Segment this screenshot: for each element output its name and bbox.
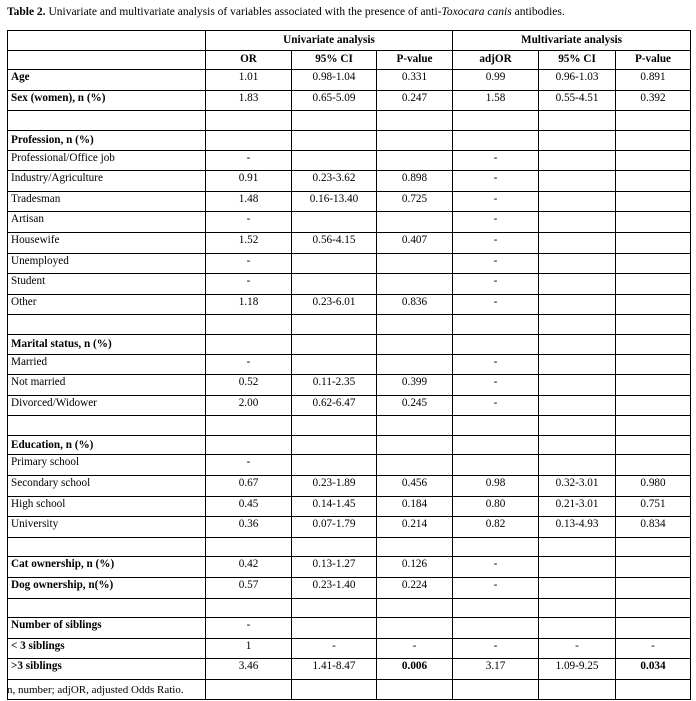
row-label: Artisan: [8, 212, 206, 233]
cell-ci: 0.62-6.47: [292, 395, 377, 416]
cell-ci: 0.07-1.79: [292, 517, 377, 538]
cell-p: [377, 315, 453, 335]
cell-p: 0.184: [377, 496, 453, 517]
cell-p: [377, 618, 453, 639]
cell-adjci: [539, 680, 616, 700]
cell-adjor: 1.58: [453, 90, 539, 111]
cell-adjp: [616, 618, 691, 639]
cell-adjor: 0.99: [453, 70, 539, 91]
cell-adjci: [539, 253, 616, 274]
row-prof_other: [8, 294, 691, 315]
row-siblings: [8, 618, 691, 639]
cell-adjci: [539, 130, 616, 150]
cell-or: [206, 598, 292, 618]
spacer-row: [8, 416, 691, 436]
cell-or: 0.52: [206, 375, 292, 396]
cell-adjp: [616, 150, 691, 171]
cell-or: -: [206, 618, 292, 639]
cell-adjci: [539, 416, 616, 436]
col-adjci: 95% CI: [539, 50, 616, 70]
cell-adjci: [539, 395, 616, 416]
cell-p: [377, 354, 453, 375]
cell-adjci: [539, 191, 616, 212]
cell-p: 0.456: [377, 476, 453, 497]
row-prof_artisan: [8, 212, 691, 233]
cell-or: 1.52: [206, 232, 292, 253]
row-label: Age: [8, 70, 206, 91]
row-mar_div: [8, 395, 691, 416]
cell-adjor: -: [453, 294, 539, 315]
cell-adjor: -: [453, 578, 539, 599]
spacer-row: [8, 537, 691, 557]
row-prof_industry: [8, 171, 691, 192]
cell-p: -: [377, 638, 453, 659]
cell-p: 0.214: [377, 517, 453, 538]
cell-ci: [292, 130, 377, 150]
cell-ci: [292, 354, 377, 375]
cell-ci: [292, 455, 377, 476]
cell-or: [206, 680, 292, 700]
footnote: n, number; adjOR, adjusted Odds Ratio.: [7, 684, 184, 696]
cell-p: [377, 212, 453, 233]
cell-adjp: [616, 253, 691, 274]
row-label: High school: [8, 496, 206, 517]
cell-adjci: [539, 455, 616, 476]
cell-ci: 0.65-5.09: [292, 90, 377, 111]
cell-adjor: [453, 537, 539, 557]
col-p: P-value: [377, 50, 453, 70]
multivariate-header: Multivariate analysis: [453, 31, 691, 51]
row-education: [8, 435, 691, 455]
cell-adjor: [453, 618, 539, 639]
cell-adjp: [616, 130, 691, 150]
cell-adjp: [616, 334, 691, 354]
cell-adjci: 0.21-3.01: [539, 496, 616, 517]
cell-ci: 0.13-1.27: [292, 557, 377, 578]
row-label: Primary school: [8, 455, 206, 476]
cell-ci: 0.56-4.15: [292, 232, 377, 253]
cell-adjci: [539, 171, 616, 192]
spacer-row: [8, 111, 691, 131]
row-dog: [8, 578, 691, 599]
row-age: [8, 70, 691, 91]
cell-ci: [292, 150, 377, 171]
cell-or: [206, 111, 292, 131]
cell-p: 0.725: [377, 191, 453, 212]
cell-adjor: -: [453, 232, 539, 253]
cell-adjci: 0.32-3.01: [539, 476, 616, 497]
cell-adjp: [616, 435, 691, 455]
row-edu_secondary: [8, 476, 691, 497]
cell-adjor: -: [453, 212, 539, 233]
cell-ci: [292, 212, 377, 233]
row-label: [8, 416, 206, 436]
cell-or: [206, 334, 292, 354]
spacer-row: [8, 315, 691, 335]
cell-adjp: 0.834: [616, 517, 691, 538]
cell-p: 0.836: [377, 294, 453, 315]
cell-p: 0.126: [377, 557, 453, 578]
cell-or: 1.83: [206, 90, 292, 111]
cell-adjor: -: [453, 191, 539, 212]
cell-adjp: [616, 232, 691, 253]
cell-adjci: [539, 557, 616, 578]
cell-adjor: -: [453, 375, 539, 396]
cell-p: [377, 150, 453, 171]
cell-adjor: -: [453, 354, 539, 375]
row-label: Other: [8, 294, 206, 315]
cell-adjci: [539, 294, 616, 315]
cell-ci: [292, 253, 377, 274]
row-label: University: [8, 517, 206, 538]
row-label: Marital status, n (%): [8, 334, 206, 354]
row-prof_unemployed: [8, 253, 691, 274]
cell-adjp: 0.891: [616, 70, 691, 91]
cell-or: 0.45: [206, 496, 292, 517]
cell-or: 2.00: [206, 395, 292, 416]
cell-adjci: [539, 274, 616, 295]
cell-p: [377, 416, 453, 436]
cell-adjci: [539, 315, 616, 335]
caption-label: Table 2.: [7, 6, 46, 18]
cell-adjp: [616, 375, 691, 396]
cell-ci: [292, 111, 377, 131]
table-caption: [7, 6, 565, 18]
cell-p: 0.407: [377, 232, 453, 253]
cell-ci: [292, 680, 377, 700]
row-profession: [8, 130, 691, 150]
cell-ci: 0.23-1.40: [292, 578, 377, 599]
row-edu_primary: [8, 455, 691, 476]
row-label: [8, 537, 206, 557]
cell-adjor: -: [453, 150, 539, 171]
row-label: Cat ownership, n (%): [8, 557, 206, 578]
row-label: Dog ownership, n(%): [8, 578, 206, 599]
cell-or: 0.36: [206, 517, 292, 538]
row-sib_gt3: [8, 659, 691, 680]
cell-or: -: [206, 253, 292, 274]
header-blank: [8, 31, 206, 51]
row-mar_not: [8, 375, 691, 396]
cell-adjp: [616, 557, 691, 578]
header-group-row: [8, 31, 691, 51]
cell-or: -: [206, 354, 292, 375]
cell-or: 0.42: [206, 557, 292, 578]
row-prof_tradesman: [8, 191, 691, 212]
cell-adjp: [616, 294, 691, 315]
cell-adjp: [616, 315, 691, 335]
cell-adjor: -: [453, 274, 539, 295]
row-label: Housewife: [8, 232, 206, 253]
row-label: Number of siblings: [8, 618, 206, 639]
row-prof_office: [8, 150, 691, 171]
results-table: [7, 30, 691, 700]
cell-p: 0.224: [377, 578, 453, 599]
row-sib_lt3: [8, 638, 691, 659]
cell-ci: [292, 618, 377, 639]
cell-adjor: -: [453, 395, 539, 416]
row-label: Tradesman: [8, 191, 206, 212]
cell-ci: 0.23-3.62: [292, 171, 377, 192]
cell-p: 0.006: [377, 659, 453, 680]
cell-adjor: [453, 680, 539, 700]
cell-adjci: 1.09-9.25: [539, 659, 616, 680]
row-label: Industry/Agriculture: [8, 171, 206, 192]
cell-adjp: [616, 111, 691, 131]
cell-or: [206, 537, 292, 557]
cell-adjci: -: [539, 638, 616, 659]
row-label: [8, 315, 206, 335]
cell-adjci: 0.13-4.93: [539, 517, 616, 538]
row-mar_married: [8, 354, 691, 375]
cell-adjor: -: [453, 171, 539, 192]
row-marital: [8, 334, 691, 354]
cell-p: [377, 598, 453, 618]
cell-adjor: -: [453, 557, 539, 578]
univariate-header: Univariate analysis: [206, 31, 453, 51]
cell-ci: [292, 537, 377, 557]
cell-adjor: 0.80: [453, 496, 539, 517]
cell-ci: [292, 598, 377, 618]
spacer-row: [8, 598, 691, 618]
row-label: Secondary school: [8, 476, 206, 497]
cell-adjp: [616, 578, 691, 599]
row-label: Professional/Office job: [8, 150, 206, 171]
row-label: Education, n (%): [8, 435, 206, 455]
cell-adjor: [453, 598, 539, 618]
col-or: OR: [206, 50, 292, 70]
cell-adjci: [539, 618, 616, 639]
row-label: < 3 siblings: [8, 638, 206, 659]
col-adjp: P-value: [616, 50, 691, 70]
cell-or: 0.67: [206, 476, 292, 497]
row-label: Student: [8, 274, 206, 295]
cell-adjci: 0.55-4.51: [539, 90, 616, 111]
row-label: Married: [8, 354, 206, 375]
cell-adjp: [616, 416, 691, 436]
cell-adjp: [616, 537, 691, 557]
row-label: Divorced/Widower: [8, 395, 206, 416]
cell-adjci: [539, 334, 616, 354]
cell-or: -: [206, 212, 292, 233]
row-cat: [8, 557, 691, 578]
cell-p: [377, 111, 453, 131]
cell-ci: 0.14-1.45: [292, 496, 377, 517]
cell-adjor: [453, 111, 539, 131]
cell-or: 1: [206, 638, 292, 659]
cell-p: 0.331: [377, 70, 453, 91]
cell-ci: [292, 274, 377, 295]
row-edu_univ: [8, 517, 691, 538]
cell-ci: -: [292, 638, 377, 659]
row-sex: [8, 90, 691, 111]
cell-adjp: [616, 395, 691, 416]
cell-or: 3.46: [206, 659, 292, 680]
cell-or: -: [206, 274, 292, 295]
cell-or: [206, 416, 292, 436]
cell-p: 0.898: [377, 171, 453, 192]
cell-adjp: [616, 171, 691, 192]
cell-p: [377, 334, 453, 354]
row-prof_student: [8, 274, 691, 295]
cell-or: 1.48: [206, 191, 292, 212]
cell-ci: [292, 334, 377, 354]
cell-or: -: [206, 455, 292, 476]
cell-ci: 0.98-1.04: [292, 70, 377, 91]
cell-p: 0.247: [377, 90, 453, 111]
cell-adjci: [539, 537, 616, 557]
caption-species: Toxocara canis: [441, 6, 512, 18]
cell-ci: [292, 416, 377, 436]
cell-p: [377, 455, 453, 476]
col-ci: 95% CI: [292, 50, 377, 70]
row-edu_high: [8, 496, 691, 517]
row-label: [8, 598, 206, 618]
header-column-row: [8, 50, 691, 70]
cell-adjci: 0.96-1.03: [539, 70, 616, 91]
cell-adjp: [616, 598, 691, 618]
row-label: Unemployed: [8, 253, 206, 274]
cell-ci: 0.23-1.89: [292, 476, 377, 497]
row-prof_housewife: [8, 232, 691, 253]
cell-adjp: 0.751: [616, 496, 691, 517]
cell-adjp: [616, 212, 691, 233]
cell-or: [206, 315, 292, 335]
header-blank: [8, 50, 206, 70]
row-label: Sex (women), n (%): [8, 90, 206, 111]
cell-or: [206, 435, 292, 455]
row-label: [8, 111, 206, 131]
cell-p: [377, 274, 453, 295]
cell-adjor: 3.17: [453, 659, 539, 680]
cell-p: 0.245: [377, 395, 453, 416]
cell-adjp: 0.980: [616, 476, 691, 497]
cell-adjci: [539, 212, 616, 233]
cell-adjp: [616, 455, 691, 476]
cell-adjci: [539, 578, 616, 599]
col-adjor: adjOR: [453, 50, 539, 70]
cell-adjp: 0.034: [616, 659, 691, 680]
cell-adjci: [539, 435, 616, 455]
cell-ci: 0.16-13.40: [292, 191, 377, 212]
cell-adjp: [616, 274, 691, 295]
cell-adjor: [453, 315, 539, 335]
cell-or: 1.18: [206, 294, 292, 315]
cell-adjor: [453, 435, 539, 455]
cell-or: 0.57: [206, 578, 292, 599]
cell-adjor: -: [453, 253, 539, 274]
cell-ci: [292, 315, 377, 335]
cell-p: [377, 253, 453, 274]
cell-adjp: [616, 354, 691, 375]
cell-adjor: [453, 416, 539, 436]
cell-or: 1.01: [206, 70, 292, 91]
cell-p: [377, 537, 453, 557]
cell-adjp: [616, 680, 691, 700]
row-label: Profession, n (%): [8, 130, 206, 150]
cell-adjci: [539, 598, 616, 618]
cell-ci: 1.41-8.47: [292, 659, 377, 680]
cell-ci: [292, 435, 377, 455]
cell-adjci: [539, 375, 616, 396]
cell-adjp: 0.392: [616, 90, 691, 111]
cell-adjci: [539, 232, 616, 253]
cell-adjp: -: [616, 638, 691, 659]
cell-adjci: [539, 354, 616, 375]
caption-text-end: antibodies.: [511, 6, 565, 18]
cell-adjci: [539, 111, 616, 131]
cell-p: [377, 130, 453, 150]
cell-adjci: [539, 150, 616, 171]
cell-adjor: [453, 130, 539, 150]
cell-adjor: [453, 334, 539, 354]
cell-p: 0.399: [377, 375, 453, 396]
caption-text: Univariate and multivariate analysis of variables associated with the presence of anti-: [45, 6, 442, 18]
cell-adjp: [616, 191, 691, 212]
cell-ci: 0.23-6.01: [292, 294, 377, 315]
cell-or: 0.91: [206, 171, 292, 192]
cell-p: [377, 435, 453, 455]
row-label: Not married: [8, 375, 206, 396]
cell-or: -: [206, 150, 292, 171]
cell-adjor: 0.82: [453, 517, 539, 538]
cell-p: [377, 680, 453, 700]
cell-adjor: 0.98: [453, 476, 539, 497]
cell-adjor: -: [453, 638, 539, 659]
cell-adjor: [453, 455, 539, 476]
row-label: >3 siblings: [8, 659, 206, 680]
cell-ci: 0.11-2.35: [292, 375, 377, 396]
cell-or: [206, 130, 292, 150]
